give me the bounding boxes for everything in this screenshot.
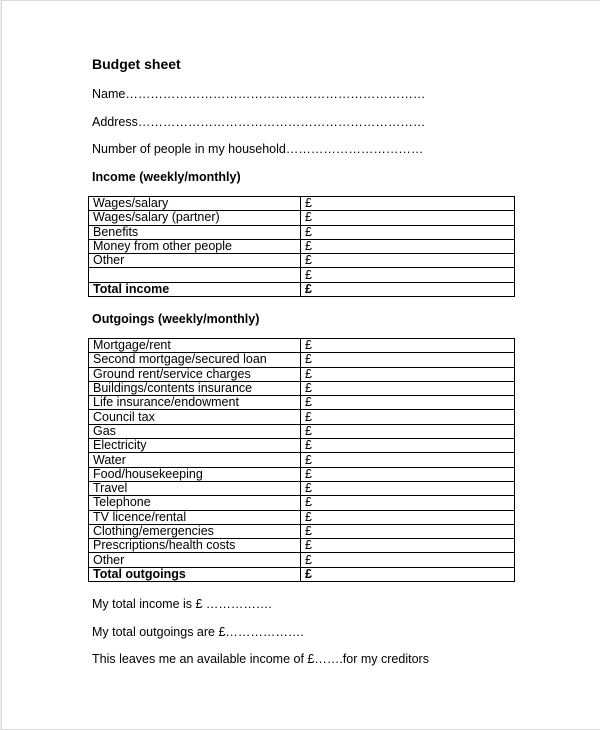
outgoings-total-amount[interactable]: £ xyxy=(301,567,515,581)
income-row-label: Wages/salary xyxy=(89,197,301,211)
income-row xyxy=(89,254,515,268)
outgoings-row xyxy=(89,367,515,381)
name-field[interactable]: Name……………………………………………………………… xyxy=(92,87,426,101)
outgoings-row xyxy=(89,467,515,481)
outgoings-row-label: Clothing/emergencies xyxy=(89,524,301,538)
outgoings-row xyxy=(89,453,515,467)
outgoings-row xyxy=(89,510,515,524)
address-field[interactable]: Address…………………………………………………………… xyxy=(92,115,426,129)
outgoings-row-label: Food/housekeeping xyxy=(89,467,301,481)
income-total-amount[interactable]: £ xyxy=(301,282,515,296)
outgoings-heading: Outgoings (weekly/monthly) xyxy=(92,312,260,326)
outgoings-row xyxy=(89,539,515,553)
income-row-label: Benefits xyxy=(89,225,301,239)
income-row-amount[interactable]: £ xyxy=(301,197,515,211)
income-row xyxy=(89,239,515,253)
outgoings-total-row xyxy=(89,567,515,581)
outgoings-row-label: Council tax xyxy=(89,410,301,424)
outgoings-row-label: Buildings/contents insurance xyxy=(89,381,301,395)
income-row xyxy=(89,211,515,225)
outgoings-row-amount[interactable]: £ xyxy=(301,353,515,367)
outgoings-row-label: Ground rent/service charges xyxy=(89,367,301,381)
available-income-line[interactable]: This leaves me an available income of £…….for my creditors xyxy=(92,652,429,666)
income-row xyxy=(89,197,515,211)
outgoings-row-label: Electricity xyxy=(89,439,301,453)
outgoings-row xyxy=(89,396,515,410)
income-total-row xyxy=(89,282,515,296)
outgoings-row-amount[interactable]: £ xyxy=(301,524,515,538)
income-total-label: Total income xyxy=(89,282,301,296)
outgoings-row xyxy=(89,439,515,453)
outgoings-row-amount[interactable]: £ xyxy=(301,424,515,438)
outgoings-row xyxy=(89,496,515,510)
income-row-label: Money from other people xyxy=(89,239,301,253)
outgoings-row-amount[interactable]: £ xyxy=(301,496,515,510)
total-income-line[interactable]: My total income is £ ……………. xyxy=(92,597,272,611)
income-row-label: Wages/salary (partner) xyxy=(89,211,301,225)
document-page xyxy=(1,0,600,730)
outgoings-row xyxy=(89,424,515,438)
total-outgoings-line[interactable]: My total outgoings are £………………. xyxy=(92,625,304,639)
outgoings-row-amount[interactable]: £ xyxy=(301,439,515,453)
outgoings-row xyxy=(89,481,515,495)
income-row-amount[interactable]: £ xyxy=(301,225,515,239)
outgoings-row-label: Travel xyxy=(89,481,301,495)
outgoings-row-amount[interactable]: £ xyxy=(301,396,515,410)
outgoings-row xyxy=(89,524,515,538)
income-row-amount[interactable]: £ xyxy=(301,268,515,282)
outgoings-row-label: TV licence/rental xyxy=(89,510,301,524)
outgoings-row-label: Water xyxy=(89,453,301,467)
outgoings-row xyxy=(89,353,515,367)
outgoings-row-label: Mortgage/rent xyxy=(89,339,301,353)
outgoings-row-amount[interactable]: £ xyxy=(301,539,515,553)
income-row-label: Other xyxy=(89,254,301,268)
income-row xyxy=(89,225,515,239)
outgoings-table xyxy=(88,338,515,582)
outgoings-row-amount[interactable]: £ xyxy=(301,381,515,395)
outgoings-row-amount[interactable]: £ xyxy=(301,339,515,353)
outgoings-row-label: Prescriptions/health costs xyxy=(89,539,301,553)
outgoings-row-label: Telephone xyxy=(89,496,301,510)
outgoings-row xyxy=(89,553,515,567)
outgoings-row xyxy=(89,410,515,424)
outgoings-row-amount[interactable]: £ xyxy=(301,481,515,495)
outgoings-row xyxy=(89,381,515,395)
outgoings-total-label: Total outgoings xyxy=(89,567,301,581)
outgoings-row-label: Gas xyxy=(89,424,301,438)
outgoings-row-amount[interactable]: £ xyxy=(301,367,515,381)
income-row xyxy=(89,268,515,282)
outgoings-row-label: Second mortgage/secured loan xyxy=(89,353,301,367)
outgoings-row-amount[interactable]: £ xyxy=(301,467,515,481)
income-row-amount[interactable]: £ xyxy=(301,211,515,225)
outgoings-row-amount[interactable]: £ xyxy=(301,553,515,567)
document-title: Budget sheet xyxy=(92,56,181,72)
outgoings-row-amount[interactable]: £ xyxy=(301,510,515,524)
outgoings-row xyxy=(89,339,515,353)
income-heading: Income (weekly/monthly) xyxy=(92,170,241,184)
income-row-label xyxy=(89,268,301,282)
household-size-field[interactable]: Number of people in my household…………………………… xyxy=(92,142,424,156)
outgoings-row-label: Other xyxy=(89,553,301,567)
outgoings-row-amount[interactable]: £ xyxy=(301,410,515,424)
income-row-amount[interactable]: £ xyxy=(301,239,515,253)
income-table xyxy=(88,196,515,297)
outgoings-row-amount[interactable]: £ xyxy=(301,453,515,467)
income-row-amount[interactable]: £ xyxy=(301,254,515,268)
outgoings-row-label: Life insurance/endowment xyxy=(89,396,301,410)
